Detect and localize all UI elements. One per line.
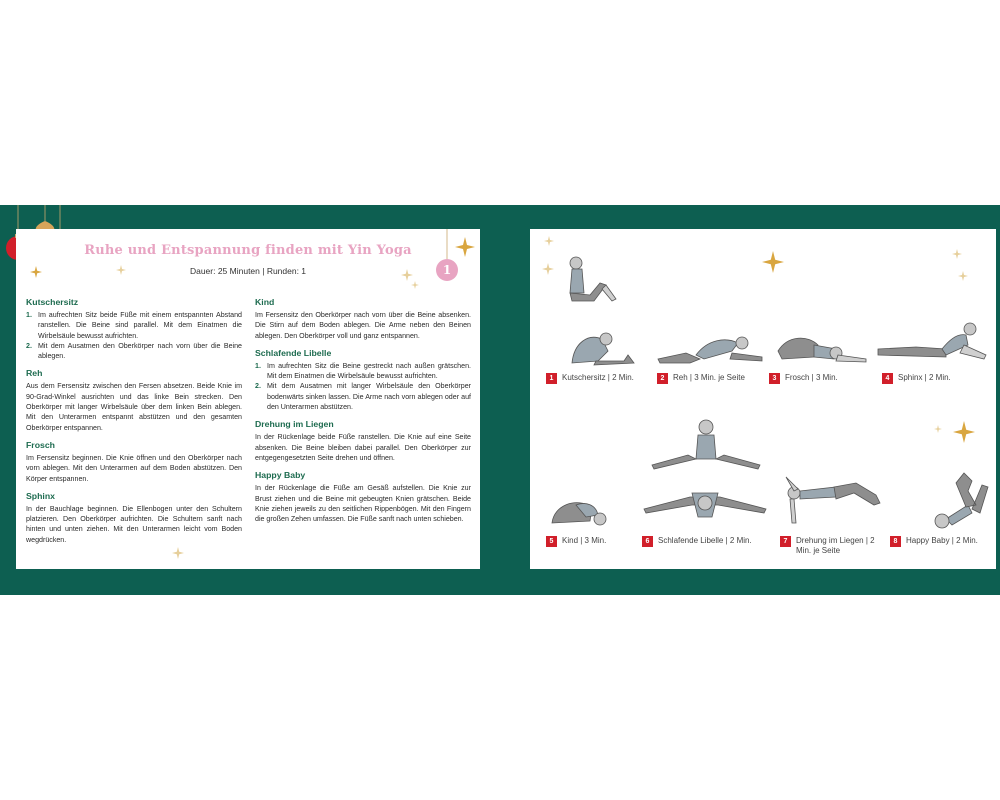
section-heading: Sphinx [26,490,55,501]
instruction-step [255,361,471,382]
section-heading: Kutschersitz [26,297,79,307]
step-text: Im aufrechten Sitz beide Füße mit einem entspannten Abstand ranstellen. Die Beine sind parallel. Mit dem Einatmen die Wirbelsäule bewusst aufrichten. [38,311,242,340]
pose-number: 3 [769,373,780,384]
pose-figure-icon [780,473,886,529]
section-text: In der Rückenlage beide Füße ranstellen. Die Knie auf eine Seite absenken. Die Beine bleiben dabei parallel. Den Oberkörper zur entgegengesetzten Seite drehen und öffnen. [255,433,471,462]
section-frosch [26,439,242,484]
section-text: In der Bauchlage beginnen. Die Ellenbogen unter den Schultern platzieren. Den Oberkörper aufrichten. Die Schultern sanft nach hinten und unten ziehen. Mit den Unterarmen leicht vom Boden wegdrücken. [26,504,242,544]
pose-figure-icon [546,493,608,529]
step-text: Mit dem Ausatmen mit langer Wirbelsäule den Oberkörper bodenwärts sinken lassen. Die Arme nach vorn ablegen oder auf den Unterarmen abstützen. [267,382,471,412]
pose-number: 5 [546,536,557,547]
section-heading: Kind [255,297,275,307]
star-icon [952,249,962,259]
pose-label-5 [546,536,646,547]
instruction-step [255,381,471,412]
section-text: In der Rückenlage die Füße am Gesäß aufstellen. Die Knie zur Brust ziehen und die Beine mit gebeugten Knien grätschen. Beide Knie ziehen jeweils zu den seitlichen Rippenbögen. Mit den Fingern die großen Zehen umfassen. Die Füße sanft nach unten schieben. [255,484,471,524]
section-text: Im Fersensitz beginnen. Die Knie öffnen und den Oberkörper nach vorn ablegen. Mit den Unterarmen auf dem Boden abstützen. Den Körper entspannen. [26,453,242,483]
pose-figure-icon [560,255,630,311]
pose-figure-icon [648,419,764,479]
poses-overview-card [530,229,996,569]
pose-number: 1 [546,373,557,384]
section-heading: Schlafende Libelle [255,347,332,358]
ornament-hanger-icon [446,229,450,259]
instructions-column-left [26,296,242,551]
section-drehung-im-liegen [255,418,471,463]
section-text: Aus dem Fersensitz zwischen den Fersen absetzen. Beide Knie im 90-Grad-Winkel ausrichten und das linke Bein strecken. Den Oberkörper mit langer Wirbelsäule über dem linken Bein ablegen. Mit den Unterarmen entspannt abstützen und den gesamten Oberkörper entspannen. [26,382,242,432]
pose-label-8 [890,536,994,547]
pose-number: 2 [657,373,668,384]
section-reh [26,367,242,432]
pose-figure-icon [656,331,766,365]
section-schlafende-libelle [255,347,471,412]
section-kutschersitz [26,296,242,361]
pose-label-text: Drehung im Liegen | 2 Min. je Seite [796,536,875,555]
pose-label-text: Kind | 3 Min. [562,536,607,545]
step-text: Im aufrechten Sitz die Beine gestreckt nach außen grätschen. Mit dem Einatmen die Wirbelsäule bewusst aufrichten. [267,361,471,381]
section-text: Im Fersensitz den Oberkörper nach vorn über die Beine absenken. Die Stirn auf dem Boden ablegen. Die Arme neben den Beinen ablegen. Den Oberkörper voll und ganz entspannen. [255,311,471,340]
page-title: Ruhe und Entspannung finden mit Yin Yoga [84,243,412,258]
star-icon [401,269,413,281]
pose-figure-icon [906,469,992,529]
pose-number: 4 [882,373,893,384]
pose-label-text: Frosch | 3 Min. [785,373,838,382]
pose-label-3 [769,373,879,384]
star-icon [455,237,475,257]
star-icon [30,266,42,278]
pose-label-text: Sphinx | 2 Min. [898,373,951,382]
section-kind [255,296,471,341]
step-number: 1. [26,311,32,319]
pose-figure-icon [640,483,770,525]
instructions-card [16,229,480,569]
section-heading: Happy Baby [255,470,306,481]
pose-label-2 [657,373,769,384]
star-icon [116,265,126,275]
section-heading: Drehung im Liegen [255,419,334,430]
instruction-step [26,310,242,341]
pose-label-4 [882,373,992,384]
pose-number: 7 [780,536,791,547]
section-heading: Reh [26,368,43,379]
pose-label-text: Reh | 3 Min. je Seite [673,373,745,382]
section-sphinx [26,490,242,545]
star-icon [762,251,784,273]
star-icon [958,271,968,281]
pose-figure-icon [774,329,870,365]
instruction-step [26,341,242,362]
star-icon [542,263,554,275]
star-icon [411,281,419,289]
pose-label-6 [642,536,770,547]
instructions-column-right [255,296,471,530]
star-icon [953,421,975,443]
section-heading: Frosch [26,439,55,450]
workout-number-badge: 1 [436,259,458,281]
pose-label-text: Happy Baby | 2 Min. [906,536,978,545]
star-icon [544,236,554,246]
pose-figure-icon [876,319,990,363]
pose-number: 6 [642,536,653,547]
duration-rounds: Dauer: 25 Minuten | Runden: 1 [189,266,307,276]
pose-label-7 [780,536,880,556]
pose-figure-icon [568,325,638,367]
step-number: 2. [26,341,32,350]
pose-label-text: Kutschersitz | 2 Min. [562,373,634,382]
star-icon [172,547,184,559]
star-icon [934,425,942,433]
pose-number: 8 [890,536,901,547]
step-number: 2. [255,382,261,391]
step-text: Mit dem Ausatmen den Oberkörper nach vorn über die Beine ablegen. [38,341,242,361]
step-number: 1. [255,361,261,370]
pose-label-text: Schlafende Libelle | 2 Min. [658,536,752,545]
section-happy-baby [255,469,471,524]
pose-label-1 [546,373,656,384]
